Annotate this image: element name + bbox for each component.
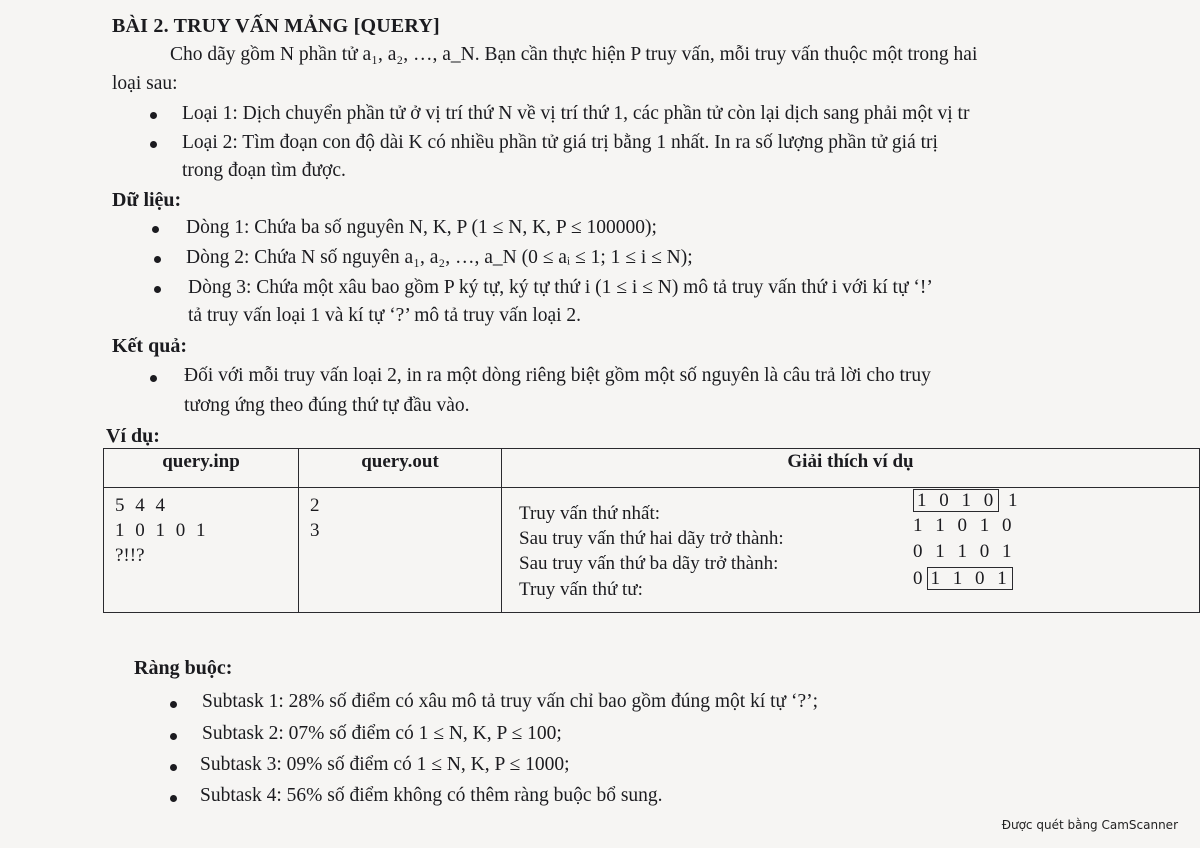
input-heading: Dữ liệu: [112,189,182,211]
input-line-3a: Dòng 3: Chứa một xâu bao gồm P ký tự, ký tự thứ i (1 ≤ i ≤ N) mô tả truy vấn thứ i với kí tự ‘!’ [188,277,933,298]
query-type-1: Loại 1: Dịch chuyển phần tử ở vị trí thứ N về vị trí thứ 1, các phần tử còn lại dịch sang phải một vị tr [182,103,970,124]
explain-label-2: Sau truy vấn thứ hai dãy trở thành: [519,528,784,549]
input-line: ?!!? [115,545,145,566]
intro-text-line-1: Cho dãy gồm N phần tử a₁, a₂, …, a_N. Bạn cần thực hiện P truy vấn, mỗi truy vấn thuộc một trong hai [170,44,978,65]
col-input-header: query.inp [104,449,299,488]
output-line-1: Đối với mỗi truy vấn loại 2, in ra một dòng riêng biệt gồm một số nguyên là câu trả lời cho truy [184,365,931,386]
highlighted-window: 1 0 1 0 [913,489,999,512]
explain-label-1: Truy vấn thứ nhất: [519,503,661,524]
bullet-icon [150,375,157,382]
explain-sequence-3: 0 1 1 0 1 [913,541,1016,562]
output-cell [299,488,502,613]
input-line: 5 4 4 [115,495,168,516]
output-heading: Kết quả: [112,335,187,357]
sequence-rest: 1 [1008,490,1022,511]
bullet-icon [170,701,177,708]
example-header-row [104,449,1200,488]
example-table [103,448,1200,613]
explain-sequence-4 [913,566,1013,591]
output-line: 2 [310,495,320,516]
highlighted-window: 1 1 0 1 [927,567,1013,590]
explain-sequence-1 [913,488,1022,513]
explain-cell [502,488,1200,613]
bullet-icon [150,112,157,119]
input-line-2: Dòng 2: Chứa N số nguyên a₁, a₂, …, a_N (0 ≤ aᵢ ≤ 1; 1 ≤ i ≤ N); [186,247,693,268]
subtask-2: Subtask 2: 07% số điểm có 1 ≤ N, K, P ≤ 100; [202,723,562,744]
output-line-2: tương ứng theo đúng thứ tự đầu vào. [184,395,470,416]
constraints-heading: Ràng buộc: [134,657,233,679]
col-output-header: query.out [299,449,502,488]
bullet-icon [170,795,177,802]
bullet-icon [170,764,177,771]
bullet-icon [154,286,161,293]
example-heading: Ví dụ: [106,425,160,447]
example-body-row [104,488,1200,613]
input-cell [104,488,299,613]
bullet-icon [150,141,157,148]
input-line-1: Dòng 1: Chứa ba số nguyên N, K, P (1 ≤ N, K, P ≤ 100000); [186,217,657,238]
query-type-2-line-1: Loại 2: Tìm đoạn con độ dài K có nhiều phần tử giá trị bằng 1 nhất. In ra số lượng phần tử giá trị [182,132,938,153]
sequence-lead: 0 [913,568,927,589]
col-explain-header: Giải thích ví dụ [502,449,1200,488]
query-type-2-line-2: trong đoạn tìm được. [182,160,346,181]
input-line: 1 0 1 0 1 [115,520,209,541]
intro-text-line-2: loại sau: [112,73,178,94]
bullet-icon [170,733,177,740]
bullet-icon [154,256,161,263]
problem-title: BÀI 2. TRUY VẤN MẢNG [QUERY] [112,15,440,37]
subtask-3: Subtask 3: 09% số điểm có 1 ≤ N, K, P ≤ 1000; [200,754,570,775]
explain-sequence-2: 1 1 0 1 0 [913,515,1016,536]
bullet-icon [152,226,159,233]
output-line: 3 [310,520,320,541]
scanner-watermark: Được quét bằng CamScanner [1001,818,1178,832]
subtask-1: Subtask 1: 28% số điểm có xâu mô tả truy vấn chỉ bao gồm đúng một kí tự ‘?’; [202,691,819,712]
explain-label-4: Truy vấn thứ tư: [519,579,643,600]
input-line-3b: tả truy vấn loại 1 và kí tự ‘?’ mô tả truy vấn loại 2. [188,305,582,326]
subtask-4: Subtask 4: 56% số điểm không có thêm ràng buộc bổ sung. [200,785,663,806]
explain-label-3: Sau truy vấn thứ ba dãy trở thành: [519,553,779,574]
